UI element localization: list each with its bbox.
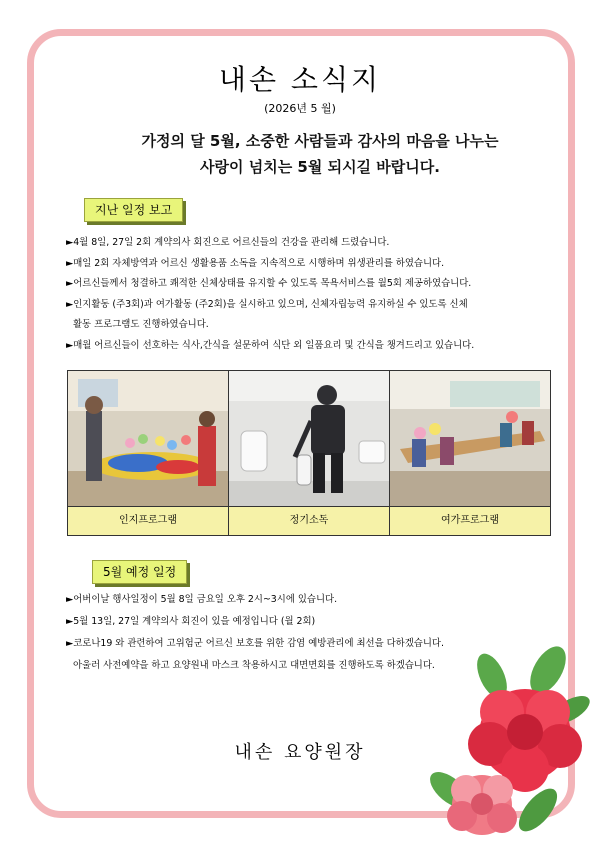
- list-item: ►어르신들께서 청결하고 쾌적한 신체상태를 유지할 수 있도록 목욕서비스를 월5회 제공하였습니다.: [66, 278, 472, 289]
- list-item: ►5월 13일, 27일 계약의사 회진이 있을 예정입니다 (월 2회): [66, 616, 316, 627]
- greeting-line-1: 가정의 달 5월, 소중한 사람들과 감사의 마음을 나누는: [141, 132, 499, 150]
- photo-caption: 여가프로그램: [390, 507, 550, 535]
- list-item: ►인지활동 (주3회)과 여가활동 (주2회)을 실시하고 있으며, 신체자립능력 유지하실 수 있도록 신체: [66, 298, 468, 310]
- past-report-label: 지난 일정 보고: [84, 198, 183, 222]
- photo-caption: 정기소독: [229, 507, 389, 535]
- newsletter-title: 내손 소식지: [218, 63, 382, 96]
- list-item: ►4월 8일, 27일 2회 계약의사 회진으로 어르신들의 건강을 관리해 드렸습니다.: [66, 237, 390, 248]
- list-item: 활동 프로그램도 진행하였습니다.: [73, 319, 209, 330]
- footer-signature: 내손 요양원장: [234, 742, 366, 763]
- list-item: ►어버이날 행사일정이 5월 8일 금요일 오후 2시~3시에 있습니다.: [66, 594, 338, 605]
- photo-cell-disinfection: [229, 371, 390, 535]
- photo-table: [67, 370, 551, 536]
- list-item: ►코로나19 와 관련하여 고위험군 어르신 보호를 위한 감염 예방관리에 최선을 다하겠습니다.: [66, 638, 444, 649]
- photo-cell-cognitive: [68, 371, 229, 535]
- greeting-line-2: 사랑이 넘치는 5월 되시길 바랍니다.: [200, 158, 440, 176]
- list-item: ►매월 어르신들이 선호하는 식사,간식을 설문하여 식단 외 일품요리 및 간식을 챙겨드리고 있습니다.: [66, 339, 475, 351]
- newsletter-date: (2026년 5 월): [264, 102, 336, 115]
- past-report-list: [66, 233, 556, 356]
- photo-cell-leisure: [390, 371, 550, 535]
- greeting-message: [60, 128, 580, 180]
- list-item: 아울러 사전예약을 하고 요양원내 마스크 착용하시고 대면면회를 진행하도록 하겠습니다.: [73, 660, 435, 671]
- leisure-program-photo: [390, 371, 550, 507]
- disinfection-photo: [229, 371, 389, 507]
- cognitive-program-photo: [68, 371, 228, 507]
- list-item: ►매일 2회 자체방역과 어르신 생활용품 소독을 지속적으로 시행하며 위생관리를 하였습니다.: [66, 257, 445, 269]
- may-plan-label: 5월 예정 일정: [92, 560, 187, 584]
- photo-caption: 인지프로그램: [68, 507, 228, 535]
- carnation-decoration: [420, 640, 600, 849]
